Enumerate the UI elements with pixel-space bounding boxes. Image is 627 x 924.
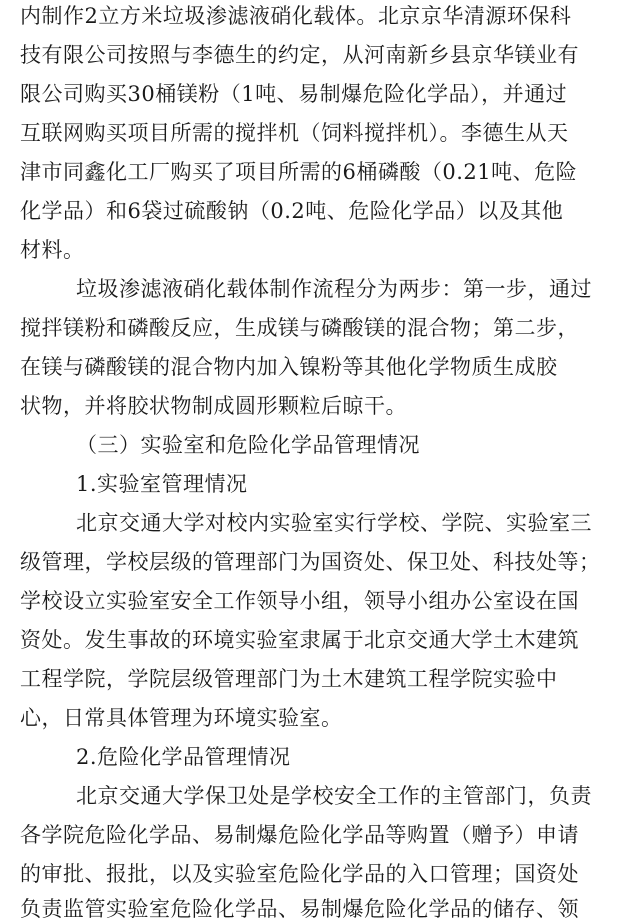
paragraph-1-line-5: 津市同鑫化工厂购买了项目所需的6桶磷酸（0.21吨、危险 — [20, 160, 578, 184]
paragraph-3-line-5: 工程学院，学院层级管理部门为土木建筑工程学院实验中 — [20, 667, 558, 691]
paragraph-1-line-1: 内制作2立方米垃圾渗滤液硝化载体。北京京华清源环保科 — [20, 4, 572, 28]
paragraph-2-line-1: 垃圾渗滤液硝化载体制作流程分为两步：第一步，通过 — [76, 277, 592, 301]
paragraph-4-line-3: 的审批、报批，以及实验室危险化学品的入口管理；国资处 — [20, 862, 579, 886]
paragraph-3-line-1: 北京交通大学对校内实验室实行学校、学院、实验室三 — [76, 511, 592, 535]
paragraph-4-line-4: 负责监管实验室危险化学品、易制爆危险化学品的储存、领 — [20, 897, 579, 921]
paragraph-2-line-3: 在镁与磷酸镁的混合物内加入镍粉等其他化学物质生成胶 — [20, 355, 558, 379]
paragraph-4-line-1: 北京交通大学保卫处是学校安全工作的主管部门，负责 — [76, 784, 592, 808]
paragraph-3-line-6: 心，日常具体管理为环境实验室。 — [20, 706, 343, 730]
paragraph-4-line-2: 各学院危险化学品、易制爆危险化学品等购置（赠予）申请 — [20, 823, 579, 847]
paragraph-2-line-2: 搅拌镁粉和磷酸反应，生成镁与磷酸镁的混合物；第二步， — [20, 316, 579, 340]
paragraph-1-line-6: 化学品）和6袋过硫酸钠（0.2吨、危险化学品）以及其他 — [20, 199, 564, 223]
section-heading: （三）实验室和危险化学品管理情况 — [76, 433, 420, 457]
paragraph-1-line-4: 互联网购买项目所需的搅拌机（饲料搅拌机）。李德生从天 — [20, 121, 569, 145]
paragraph-1-line-2: 技有限公司按照与李德生的约定，从河南新乡县京华镁业有 — [20, 43, 579, 67]
paragraph-2-line-4: 状物，并将胶状物制成圆形颗粒后晾干。 — [20, 394, 407, 418]
paragraph-3-line-4: 资处。发生事故的环境实验室隶属于北京交通大学土木建筑 — [20, 628, 579, 652]
paragraph-3-line-2: 级管理，学校层级的管理部门为国资处、保卫处、科技处等； — [20, 550, 601, 574]
paragraph-1-line-7: 材料。 — [20, 238, 85, 262]
paragraph-1-line-3: 限公司购买30桶镁粉（1吨、易制爆危险化学品），并通过 — [20, 82, 568, 106]
paragraph-3-line-3: 学校设立实验室安全工作领导小组，领导小组办公室设在国 — [20, 589, 579, 613]
subheading-hazardous-chemicals: 2.危险化学品管理情况 — [76, 745, 291, 769]
subheading-lab-management: 1.实验室管理情况 — [76, 472, 248, 496]
